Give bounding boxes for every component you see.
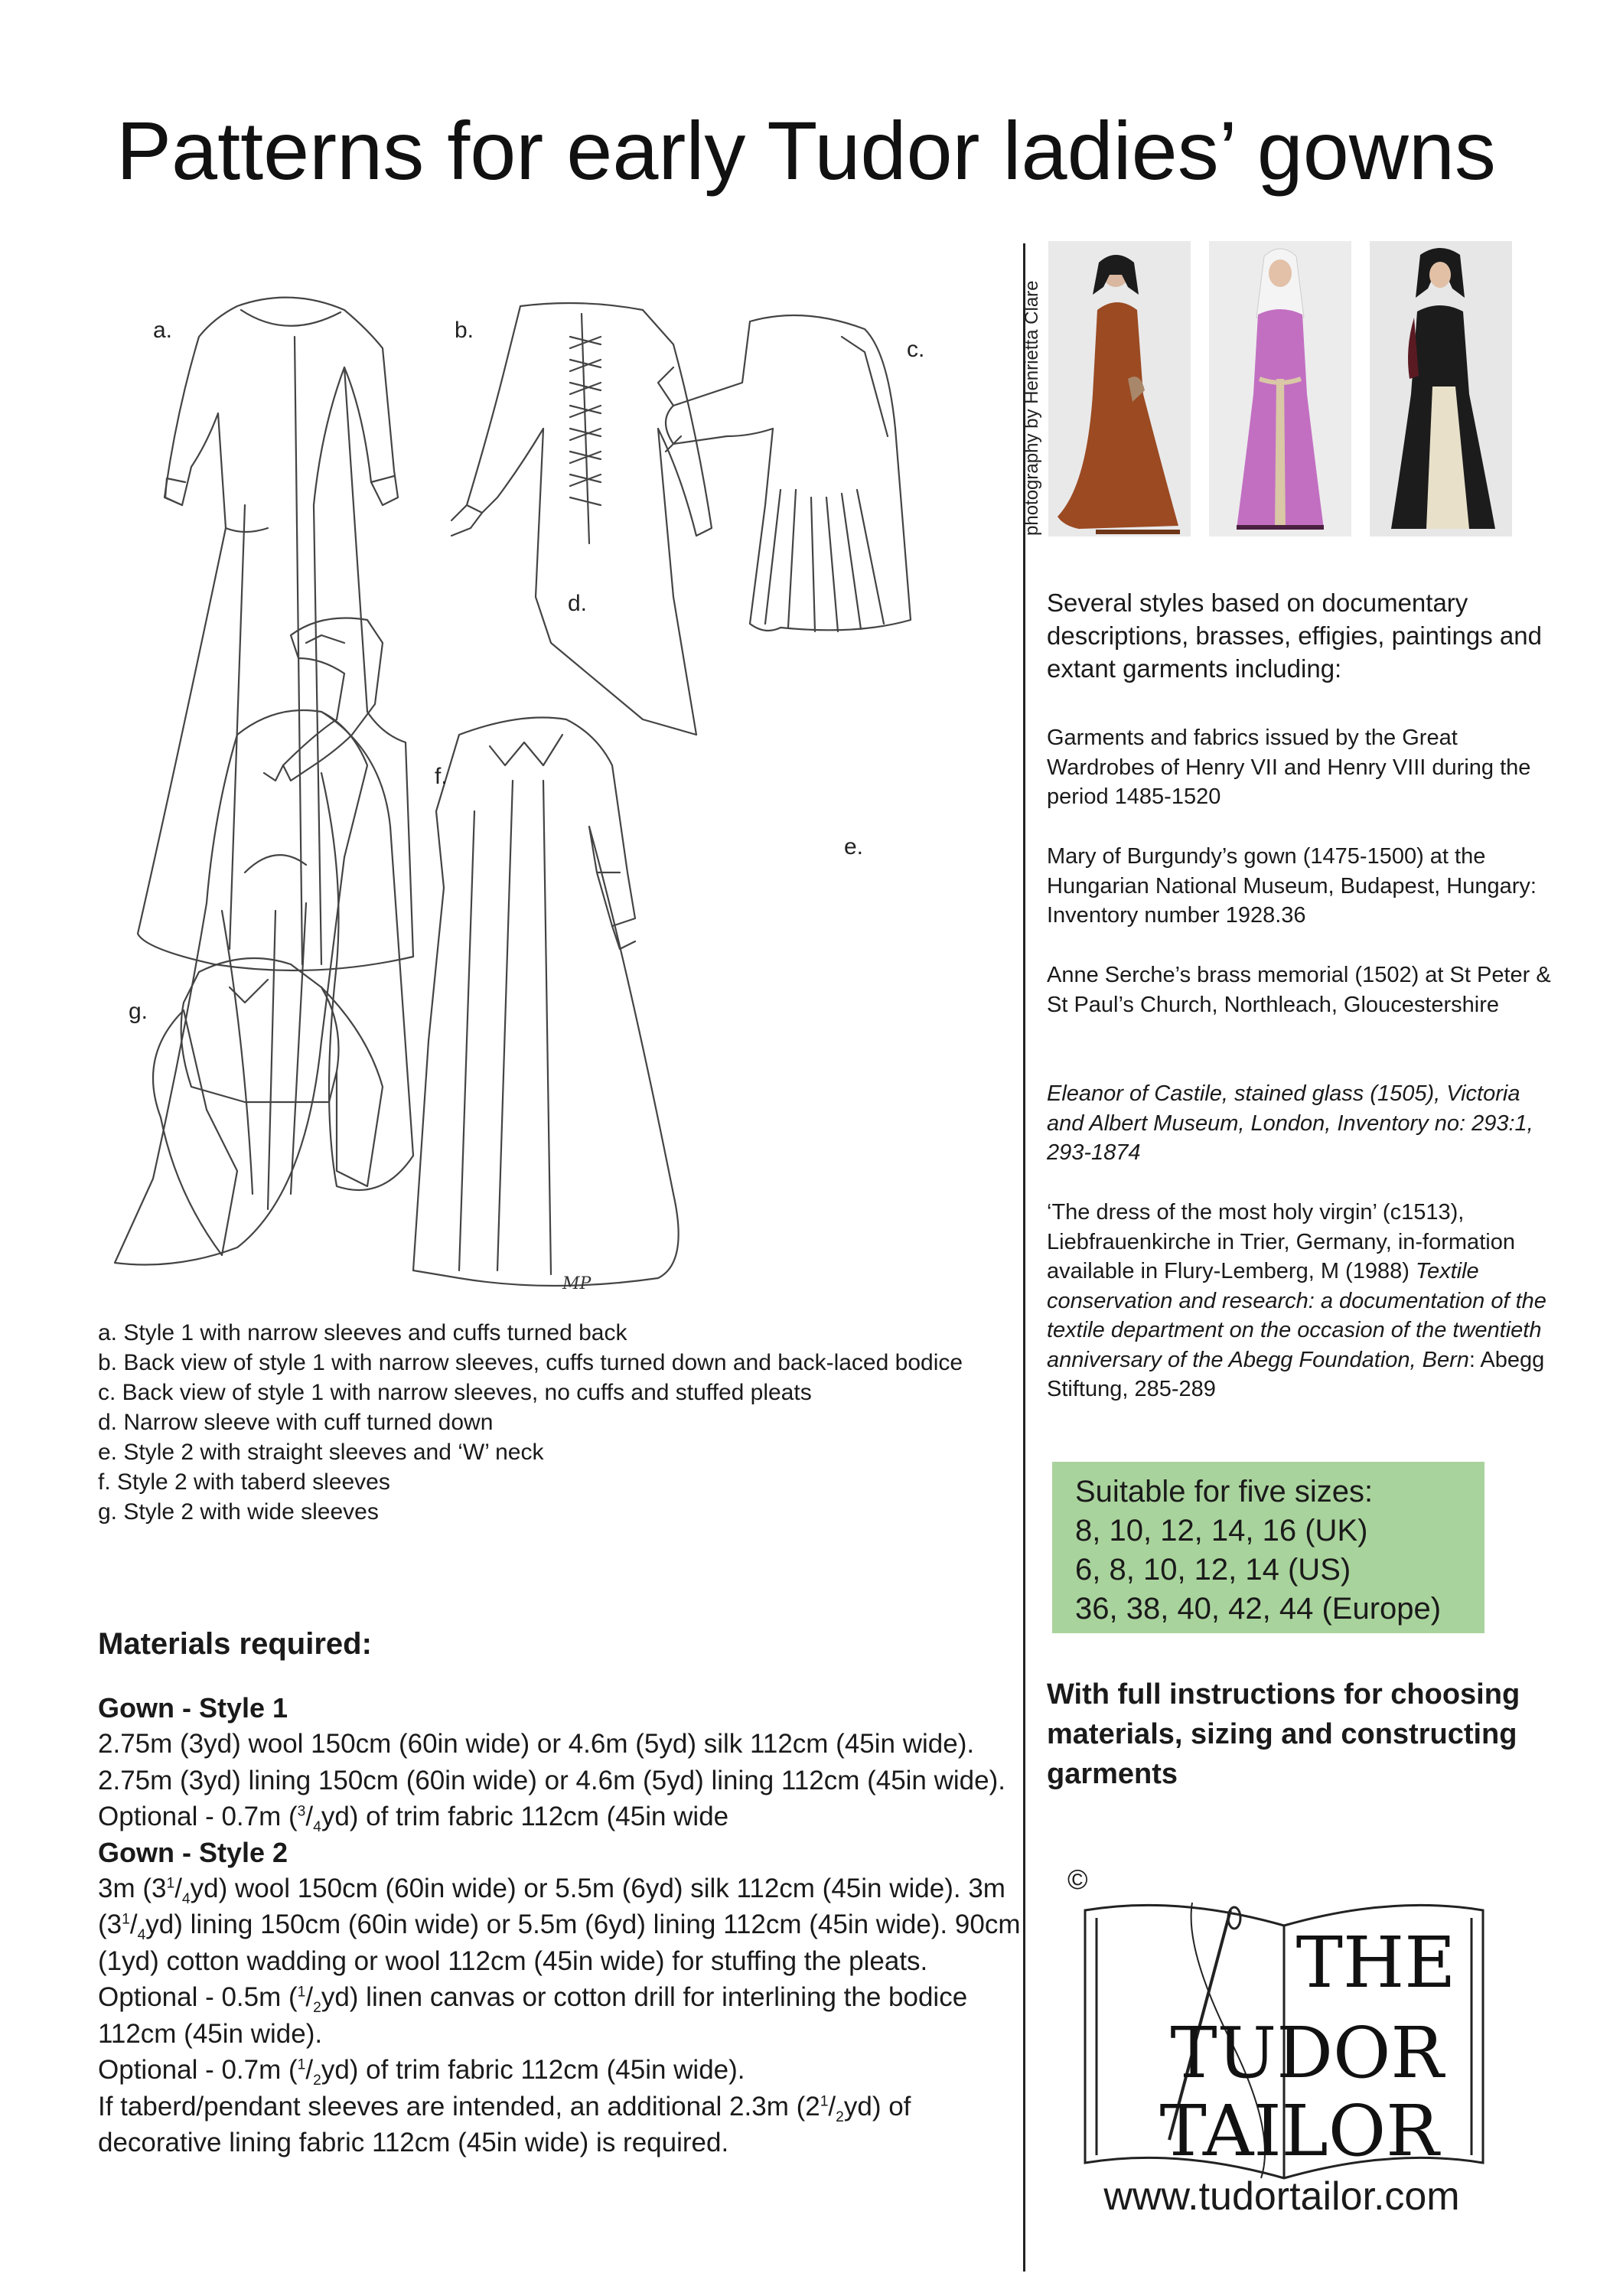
figure-label-c: c. <box>907 337 925 362</box>
caption-b: b. Back view of style 1 with narrow sleeves, cuffs turned down and back-laced bodice <box>98 1350 963 1375</box>
style2-heading: Gown - Style 2 <box>98 1836 288 1868</box>
style2-text: 3m $(3^1/_4yd)$ wool 150cm (60in wide) or 5.5m (6yd) silk 112cm (45in wide). 3m $(3^1/_4yd)$ lining 150cm (60in wide) or 5.5m (6yd) lining 112cm (45in wide). 90cm (1yd) cotton wadding or wool 112cm (45in wide) for stuffing the pleats. Optional - 0.5m $(^1/_2yd)$ linen canvas or cotton drill for interlining the bodice 112cm (45in wide). Optional - 0.7m $(^1/_2yd)$ of trim fabric 112cm (45in wide). If taberd/pendant sleeves are intended, an additional 2.3m $(2^1/_2yd)$ of decorative lining fabric 112cm (45in wide) is required. <box>98 1873 1021 2157</box>
source-mary-of-burgundy: Mary of Burgundy’s gown (1475-1500) at the Hungarian National Museum, Budapest, Hungary: Inventory number 1928.36 <box>1047 844 1537 928</box>
logo-line-tailor: TAILOR <box>1159 2090 1439 2172</box>
sizes-box <box>1052 1462 1484 1633</box>
gown-e-drawing <box>413 718 679 1287</box>
gown-c-drawing <box>658 315 911 631</box>
photo-black-gown <box>1370 241 1512 536</box>
instructions-note: With full instructions for choosing materials, sizing and constructing garments <box>1047 1678 1520 1790</box>
source-anne-serche: Anne Serche’s brass memorial (1502) at St Peter & St Paul’s Church, Northleach, Gloucestershire <box>1047 963 1551 1017</box>
tudor-tailor-logo <box>1077 1887 1491 2183</box>
figure-label-a: a. <box>153 318 173 343</box>
materials-heading: Materials required: <box>98 1627 372 1661</box>
source-eleanor-of-castile: Eleanor of Castile, stained glass (1505), Victoria and Albert Museum, London, Inventory no: 293:1, 293-1874 <box>1047 1081 1533 1165</box>
photo-pink-gown <box>1209 241 1351 536</box>
caption-e: e. Style 2 with straight sleeves and ‘W’ neck <box>98 1440 544 1465</box>
sizes-us: 6, 8, 10, 12, 14 (US) <box>1075 1553 1351 1587</box>
figure-label-b: b. <box>455 318 474 343</box>
sizes-europe: 36, 38, 40, 42, 44 (Europe) <box>1075 1592 1442 1626</box>
photo-credit: photography by Henrietta Clare <box>1022 280 1042 536</box>
logo-line-the: THE <box>1295 1922 1456 2004</box>
gown-g-drawing <box>153 958 383 1255</box>
caption-d: d. Narrow sleeve with cuff turned down <box>98 1410 494 1435</box>
caption-c: c. Back view of style 1 with narrow sleeves, no cuffs and stuffed pleats <box>98 1380 812 1405</box>
figure-label-d: d. <box>568 591 588 616</box>
gown-a-drawing <box>138 298 413 970</box>
style1-text: 2.75m (3yd) wool 150cm (60in wide) or 4.6m (5yd) silk 112cm (45in wide). 2.75m (3yd) lining 150cm (60in wide) or 4.6m (5yd) lining 112cm (45in wide). Optional - 0.7m $(^3/_4yd)$ of trim fabric 112cm (45in wide <box>98 1729 1005 1835</box>
logo-line-tudor: TUDOR <box>1170 2012 1444 2094</box>
caption-f: f. Style 2 with taberd sleeves <box>98 1469 390 1495</box>
figure-captions <box>98 1318 970 1527</box>
sizes-uk: 8, 10, 12, 14, 16 (UK) <box>1075 1514 1368 1548</box>
photo-orange-gown <box>1048 241 1191 536</box>
style1-heading: Gown - Style 1 <box>98 1692 288 1724</box>
gown-illustrations <box>92 276 995 1293</box>
sleeve-d-drawing <box>264 618 383 781</box>
source-dress-holy-virgin: ‘The dress of the most holy virgin’ (c1513), Liebfrauenkirche in Trier, Germany, in-formation available in Flury-Lemberg, M (1988) Textile conservation and research: a documentation of the textile department on the occasion of the twentieth anniversary of the Abegg Foundation, Bern: Abegg Stiftung, 285-289 <box>1047 1200 1546 1401</box>
materials-section <box>98 1627 1024 2161</box>
figure-label-f: f. <box>435 764 448 789</box>
sizes-heading: Suitable for five sizes: <box>1075 1475 1374 1508</box>
page-title: Patterns for early Tudor ladies’ gowns <box>116 104 1496 197</box>
figure-label-e: e. <box>844 834 864 859</box>
source-great-wardrobes: Garments and fabrics issued by the Great Wardrobes of Henry VII and Henry VIII during the period 1485-1520 <box>1047 726 1531 809</box>
caption-g: g. Style 2 with wide sleeves <box>98 1499 379 1525</box>
artist-initials: MP <box>562 1274 592 1293</box>
caption-a: a. Style 1 with narrow sleeves and cuffs turned back <box>98 1320 627 1345</box>
intro-text: Several styles based on documentary descriptions, brasses, effigies, paintings and extant garments including: <box>1047 589 1542 683</box>
copyright-symbol: © <box>1067 1864 1088 1895</box>
website-url[interactable]: www.tudortailor.com <box>1103 2174 1460 2219</box>
figure-label-g: g. <box>129 999 148 1024</box>
